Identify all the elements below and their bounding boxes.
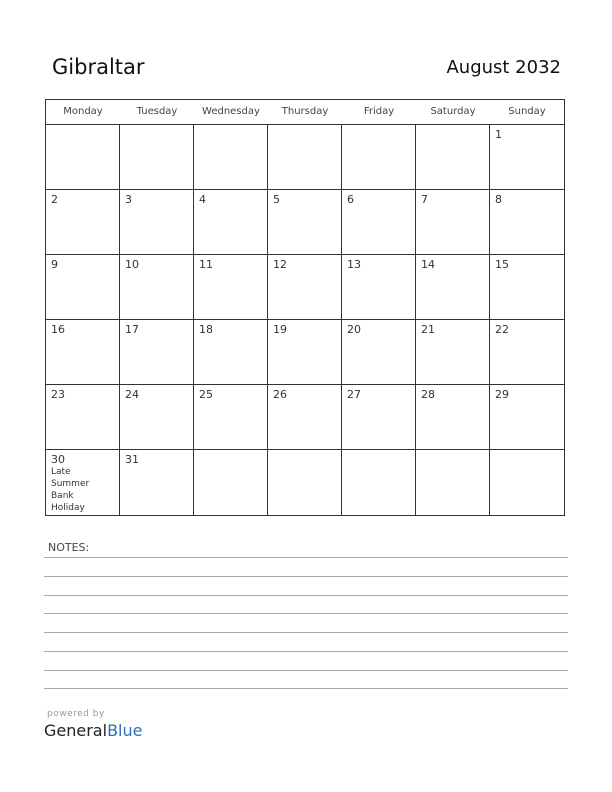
day-number: 12 [273, 258, 287, 271]
day-number: 25 [199, 388, 213, 401]
day-cell [268, 320, 342, 385]
weekday-monday: Monday [63, 106, 103, 117]
country-title: Gibraltar [52, 55, 145, 79]
day-number: 8 [495, 193, 502, 206]
weekday-header-row [46, 100, 564, 125]
notes-label: NOTES: [48, 541, 90, 554]
day-cell [194, 450, 268, 515]
day-cell [490, 190, 564, 255]
weekday-wednesday: Wednesday [202, 106, 260, 117]
day-number: 1 [495, 128, 502, 141]
day-number: 2 [51, 193, 58, 206]
day-number: 18 [199, 323, 213, 336]
day-number: 9 [51, 258, 58, 271]
weekday-saturday: Saturday [430, 106, 476, 117]
brand-logo [44, 721, 142, 740]
day-cell [268, 125, 342, 190]
notes-line [44, 632, 568, 633]
day-number: 16 [51, 323, 65, 336]
notes-line [44, 613, 568, 614]
day-number: 7 [421, 193, 428, 206]
brand-general: General [44, 721, 108, 740]
day-cell [490, 255, 564, 320]
day-cell [268, 190, 342, 255]
day-cell [194, 255, 268, 320]
day-number: 20 [347, 323, 361, 336]
day-grid [46, 125, 564, 515]
day-cell [416, 190, 490, 255]
day-cell [194, 385, 268, 450]
day-cell [194, 125, 268, 190]
day-number: 5 [273, 193, 280, 206]
day-cell [342, 450, 416, 515]
day-number: 13 [347, 258, 361, 271]
day-cell [416, 385, 490, 450]
day-number: 15 [495, 258, 509, 271]
day-cell [194, 190, 268, 255]
brand-blue: Blue [107, 721, 143, 740]
notes-line [44, 670, 568, 671]
holiday-label: Late Summer Bank Holiday [51, 467, 90, 513]
day-cell [490, 385, 564, 450]
day-cell [46, 320, 120, 385]
day-number: 17 [125, 323, 139, 336]
day-number: 11 [199, 258, 213, 271]
day-cell [490, 450, 564, 515]
notes-line [44, 557, 568, 558]
day-number: 19 [273, 323, 287, 336]
notes-line [44, 576, 568, 577]
day-number: 28 [421, 388, 435, 401]
weekday-sunday: Sunday [508, 106, 546, 117]
notes-line [44, 688, 568, 689]
day-cell [268, 385, 342, 450]
day-number: 26 [273, 388, 287, 401]
day-cell [120, 255, 194, 320]
day-cell [120, 125, 194, 190]
day-number: 21 [421, 323, 435, 336]
powered-by-text: powered by [47, 709, 105, 719]
day-cell [342, 190, 416, 255]
day-number: 23 [51, 388, 65, 401]
day-number: 22 [495, 323, 509, 336]
day-cell [120, 320, 194, 385]
day-cell [342, 320, 416, 385]
day-number: 4 [199, 193, 206, 206]
day-cell [120, 385, 194, 450]
day-number: 14 [421, 258, 435, 271]
day-cell [490, 320, 564, 385]
day-number: 30 [51, 453, 65, 466]
day-cell [46, 125, 120, 190]
day-number: 10 [125, 258, 139, 271]
day-cell [268, 255, 342, 320]
day-cell [268, 450, 342, 515]
day-cell [120, 190, 194, 255]
month-year-title: August 2032 [446, 57, 561, 78]
weekday-tuesday: Tuesday [136, 106, 178, 117]
day-cell [120, 450, 194, 515]
day-cell [342, 385, 416, 450]
calendar-table [45, 99, 565, 516]
day-number: 29 [495, 388, 509, 401]
day-cell [46, 450, 120, 515]
day-number: 24 [125, 388, 139, 401]
day-number: 6 [347, 193, 354, 206]
day-cell [416, 450, 490, 515]
day-number: 31 [125, 453, 139, 466]
day-cell [342, 255, 416, 320]
day-cell [416, 320, 490, 385]
day-number: 27 [347, 388, 361, 401]
day-cell [342, 125, 416, 190]
notes-line [44, 651, 568, 652]
weekday-friday: Friday [363, 106, 395, 117]
day-cell [416, 255, 490, 320]
day-cell [46, 255, 120, 320]
day-number: 3 [125, 193, 132, 206]
notes-line [44, 595, 568, 596]
day-cell [46, 385, 120, 450]
weekday-thursday: Thursday [281, 106, 329, 117]
day-cell [416, 125, 490, 190]
day-cell [46, 190, 120, 255]
day-cell [194, 320, 268, 385]
day-cell [490, 125, 564, 190]
